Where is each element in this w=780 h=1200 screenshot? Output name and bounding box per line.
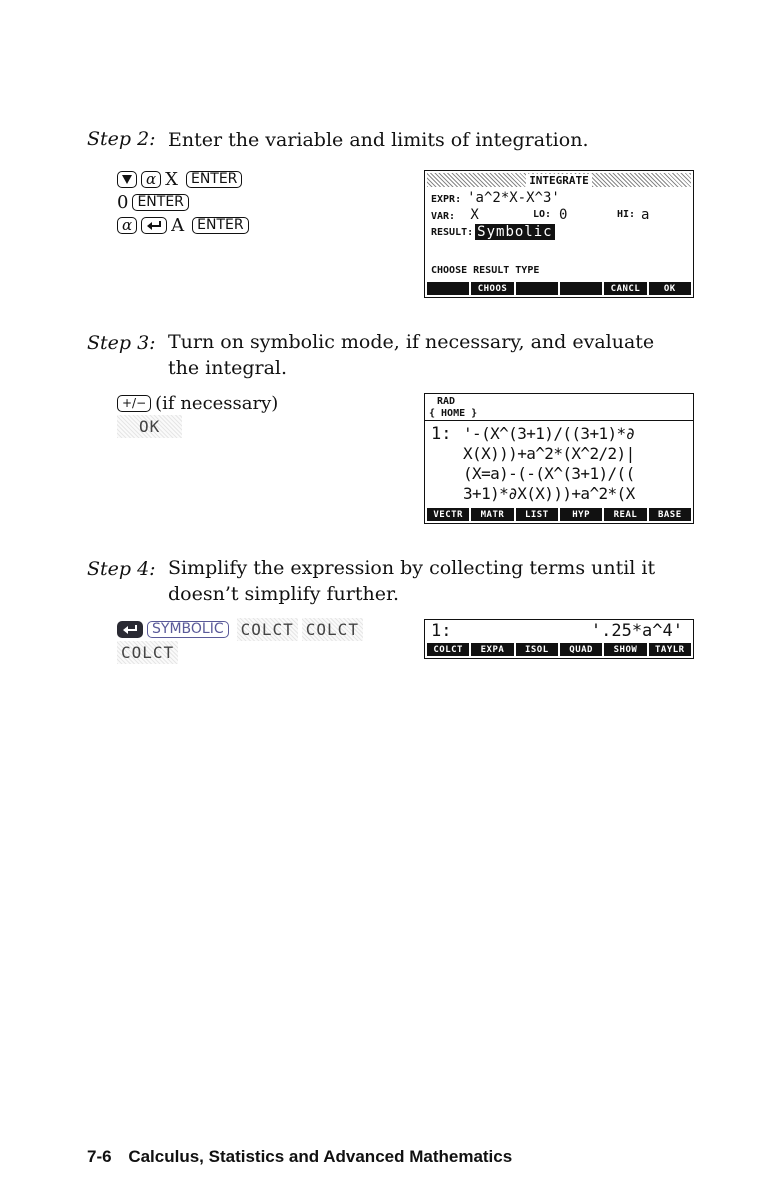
menu-bar bbox=[427, 282, 691, 295]
enter-key: ENTER bbox=[132, 194, 188, 211]
menu-key-taylr[interactable]: TAYLR bbox=[649, 643, 691, 656]
step3-label: Step 3: bbox=[87, 332, 156, 354]
lo-label: LO: bbox=[533, 209, 552, 220]
stack-line: X(X)))+a^2*(X^2/2)| bbox=[463, 444, 635, 463]
menu-key-isol[interactable]: ISOL bbox=[516, 643, 558, 656]
step3-text: Turn on symbolic mode, if necessary, and evaluate the integral. bbox=[168, 331, 655, 379]
softkey-ok: OK bbox=[117, 415, 182, 438]
menu-key-blank[interactable] bbox=[560, 282, 602, 295]
menu-bar bbox=[427, 643, 691, 656]
menu-key-show[interactable]: SHOW bbox=[604, 643, 646, 656]
chapter-title: Calculus, Statistics and Advanced Mathematics bbox=[128, 1147, 513, 1166]
menu-key-ok[interactable]: OK bbox=[649, 282, 691, 295]
result-value: '.25*a^4' bbox=[590, 621, 683, 641]
menu-key-cancl[interactable]: CANCL bbox=[604, 282, 646, 295]
expr-field[interactable]: 'a^2*X-X^3' bbox=[467, 190, 560, 206]
stack-level: 1: bbox=[431, 621, 452, 641]
path-indicator: { HOME } bbox=[429, 408, 478, 419]
if-necessary-note: (if necessary) bbox=[155, 393, 279, 414]
result-label: RESULT: bbox=[431, 226, 474, 238]
stack-line: (X=a)-(-(X^(3+1)/(( bbox=[463, 464, 635, 483]
step2-keystrokes bbox=[117, 168, 249, 237]
step4-label: Step 4: bbox=[87, 558, 156, 580]
symbolic-key: SYMBOLIC bbox=[147, 621, 229, 638]
menu-key-list[interactable]: LIST bbox=[516, 508, 558, 521]
lo-field[interactable]: 0 bbox=[559, 207, 568, 223]
prompt-text: CHOOSE RESULT TYPE bbox=[431, 265, 540, 276]
change-sign-key: +/− bbox=[117, 395, 151, 412]
left-shift-icon bbox=[141, 217, 167, 234]
hi-field[interactable]: a bbox=[641, 207, 650, 223]
menu-key-real[interactable]: REAL bbox=[604, 508, 646, 521]
step3-keystrokes bbox=[117, 392, 278, 438]
key-a: A bbox=[171, 215, 185, 236]
digit-zero: 0 bbox=[117, 192, 129, 213]
integrate-screen bbox=[424, 170, 694, 298]
menu-key-vectr[interactable]: VECTR bbox=[427, 508, 469, 521]
menu-key-blank[interactable] bbox=[427, 282, 469, 295]
stack-screen bbox=[424, 393, 694, 524]
enter-key: ENTER bbox=[192, 217, 248, 234]
menu-key-base[interactable]: BASE bbox=[649, 508, 691, 521]
softkey-colct: COLCT bbox=[237, 618, 298, 641]
stack-level: 1: bbox=[431, 424, 452, 444]
step2-label: Step 2: bbox=[87, 128, 156, 150]
step2-text: Enter the variable and limits of integration. bbox=[168, 129, 589, 151]
menu-key-hyp[interactable]: HYP bbox=[560, 508, 602, 521]
left-shift-icon bbox=[117, 621, 143, 638]
var-label: VAR: bbox=[431, 211, 456, 222]
step4-text: Simplify the expression by collecting terms until it doesn’t simplify further. bbox=[168, 557, 656, 605]
enter-key: ENTER bbox=[186, 171, 242, 188]
menu-key-blank[interactable] bbox=[516, 282, 558, 295]
step4-keystrokes bbox=[117, 618, 363, 664]
page-footer bbox=[87, 1147, 512, 1167]
stack-line: 3+1)*∂X(X)))+a^2*(X bbox=[463, 484, 635, 503]
mode-indicator: RAD bbox=[437, 396, 456, 407]
softkey-colct: COLCT bbox=[117, 641, 178, 664]
menu-key-choos[interactable]: CHOOS bbox=[471, 282, 513, 295]
menu-key-matr[interactable]: MATR bbox=[471, 508, 513, 521]
menu-key-quad[interactable]: QUAD bbox=[560, 643, 602, 656]
screen-title-bar bbox=[427, 173, 691, 187]
result-field[interactable]: Symbolic bbox=[477, 224, 553, 240]
var-field[interactable]: X bbox=[470, 207, 479, 223]
menu-key-colct[interactable]: COLCT bbox=[427, 643, 469, 656]
softkey-colct: COLCT bbox=[302, 618, 363, 641]
expr-label: EXPR: bbox=[431, 194, 462, 205]
key-x: X bbox=[165, 169, 178, 190]
menu-bar bbox=[427, 508, 691, 521]
result-screen bbox=[424, 619, 694, 659]
hi-label: HI: bbox=[617, 209, 636, 220]
alpha-key: α bbox=[141, 171, 161, 188]
alpha-key: α bbox=[117, 217, 137, 234]
stack-line: '-(X^(3+1)/((3+1)*∂ bbox=[463, 424, 635, 443]
down-arrow-icon bbox=[117, 171, 137, 188]
screen-title: INTEGRATE bbox=[526, 174, 592, 187]
page-number: 7-6 bbox=[87, 1147, 112, 1166]
menu-key-expa[interactable]: EXPA bbox=[471, 643, 513, 656]
